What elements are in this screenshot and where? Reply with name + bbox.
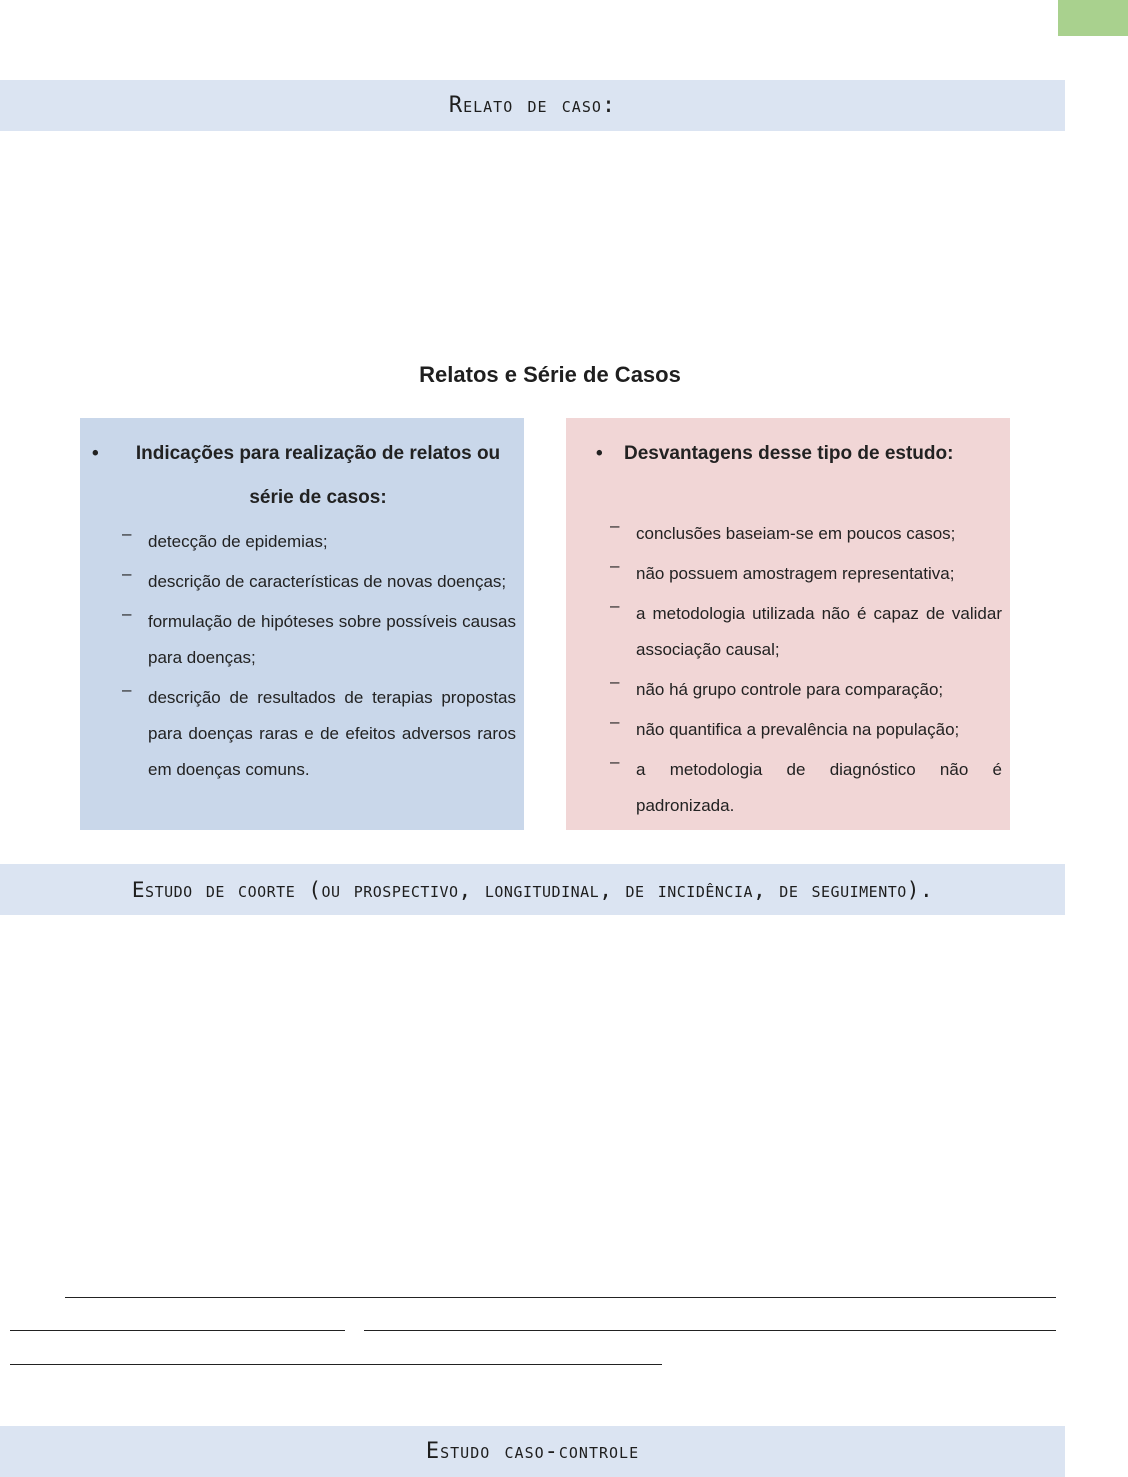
list-item-text: não possuem amostragem representativa;: [636, 564, 955, 583]
list-item-text: a metodologia de diagnóstico não é padronizada.: [636, 760, 1002, 815]
list-item: [92, 524, 516, 560]
list-item: [596, 556, 1002, 592]
answer-line: [364, 1330, 1056, 1331]
dash-icon: –: [610, 712, 620, 731]
list-item: [92, 564, 516, 600]
answer-line: [65, 1297, 1056, 1298]
disadvantages-heading: [596, 432, 1002, 476]
disadvantages-panel: [566, 418, 1010, 830]
bullet-icon: •: [92, 443, 99, 464]
answer-line: [10, 1330, 345, 1331]
corner-tab: [1058, 0, 1128, 36]
list-item: [596, 672, 1002, 708]
list-item: [596, 516, 1002, 552]
list-item: [92, 680, 516, 788]
disadvantages-heading-text: Desvantagens desse tipo de estudo:: [624, 443, 954, 464]
list-item: [596, 596, 1002, 668]
dash-icon: –: [610, 672, 620, 691]
section-heading-coorte: Estudo de coorte (ou prospectivo, longitudinal, de incidência, de seguimento).: [0, 864, 1065, 915]
list-item: [596, 712, 1002, 748]
dash-icon: –: [122, 564, 132, 583]
list-item-text: não há grupo controle para comparação;: [636, 680, 944, 699]
list-item-text: conclusões baseiam-se em poucos casos;: [636, 524, 956, 543]
dash-icon: –: [122, 604, 132, 623]
indications-heading: [92, 432, 516, 520]
dash-icon: –: [122, 524, 132, 543]
indications-heading-text: Indicações para realização de relatos ou série de casos:: [135, 443, 501, 508]
figure-title: Relatos e Série de Casos: [419, 362, 681, 387]
answer-line: [10, 1364, 662, 1365]
dash-icon: –: [122, 680, 132, 699]
section-heading-caso-controle: Estudo caso-controle: [0, 1426, 1065, 1477]
list-item-text: a metodologia utilizada não é capaz de validar associação causal;: [636, 604, 1002, 659]
dash-icon: –: [610, 516, 620, 535]
list-item: [596, 752, 1002, 824]
list-item: [92, 604, 516, 676]
list-item-text: descrição de características de novas doenças;: [148, 572, 507, 591]
bullet-icon: •: [596, 443, 603, 464]
dash-icon: –: [610, 752, 620, 771]
list-item-text: descrição de resultados de terapias propostas para doenças raras e de efeitos adversos raros em doenças comuns.: [148, 688, 516, 779]
dash-icon: –: [610, 596, 620, 615]
list-item-text: detecção de epidemias;: [148, 532, 328, 551]
list-item-text: não quantifica a prevalência na população;: [636, 720, 960, 739]
dash-icon: –: [610, 556, 620, 575]
list-item-text: formulação de hipóteses sobre possíveis causas para doenças;: [148, 612, 516, 667]
section-heading-relato: Relato de caso:: [0, 80, 1065, 131]
indications-panel: [80, 418, 524, 830]
